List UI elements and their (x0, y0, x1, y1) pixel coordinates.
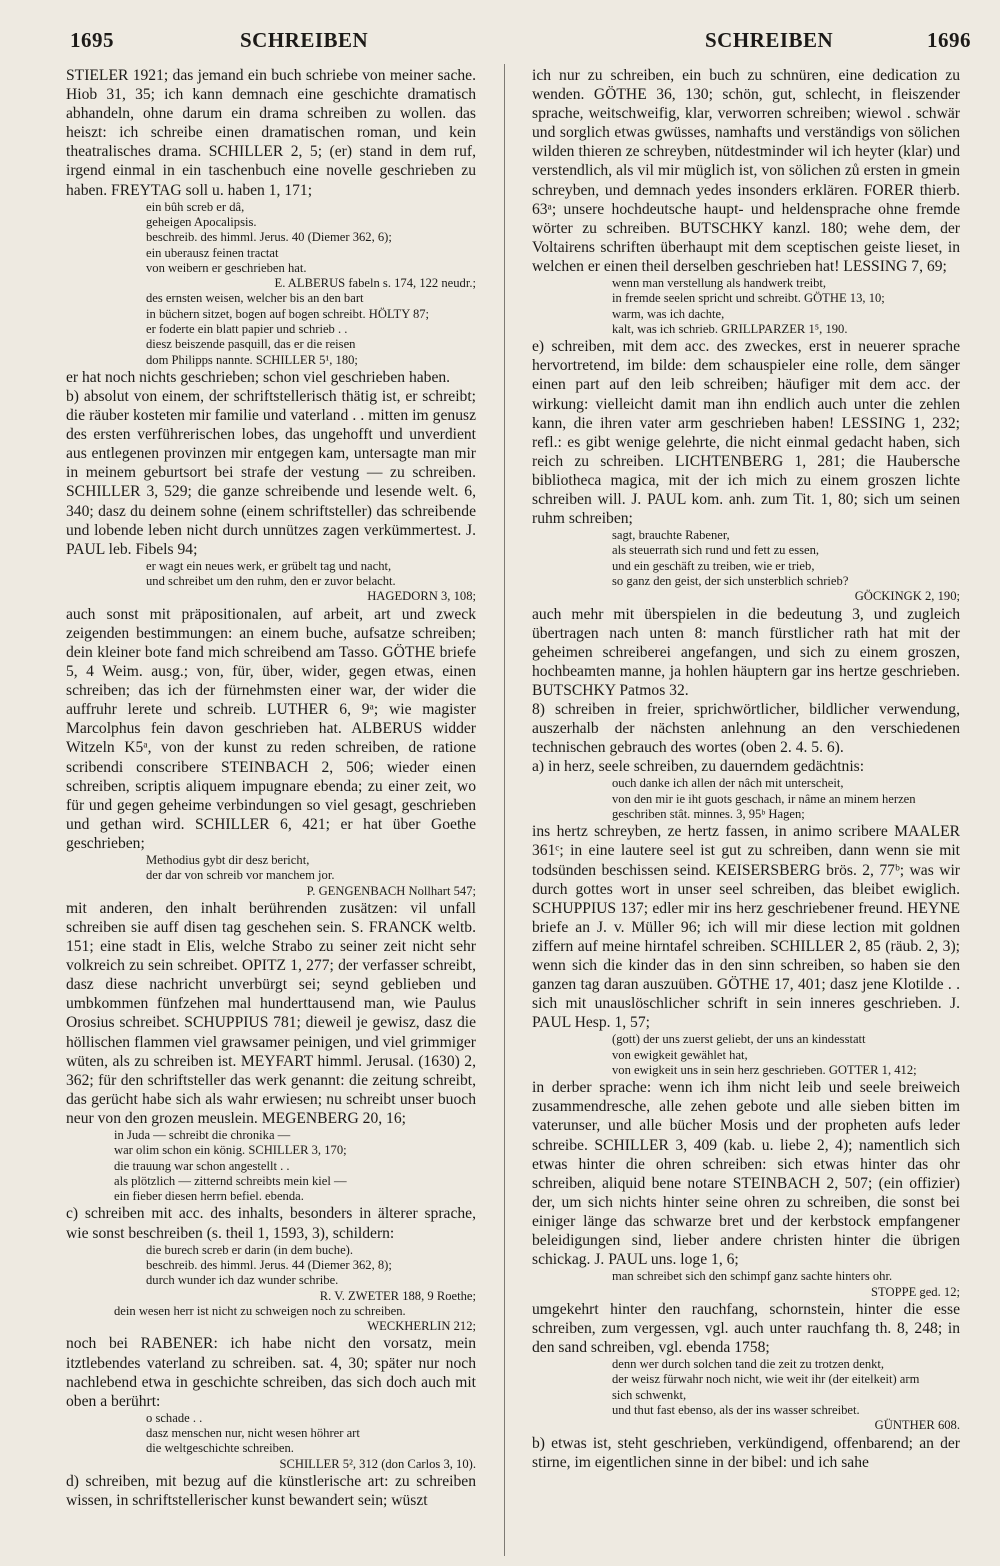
right-quotation-line: warm, was ich dachte, (612, 306, 725, 321)
left-quotation-line: dasz menschen nur, nicht wesen höhrer art (146, 1426, 360, 1441)
left-quotation-line: und schreibet um den ruhm, den er zuvor belacht. (146, 574, 396, 589)
right-paragraph: b) etwas ist, steht geschrieben, verkündigend, offenbarend; an der stirne, im eigentlichen sinne in der bibel: und ich sahe (532, 1434, 960, 1471)
right-quotation-line: sich schwenkt, (612, 1387, 687, 1402)
left-quotation-line: die burech screb er darin (in dem buche). (146, 1242, 354, 1257)
left-quotation-line: ein uberausz feinen tractat (146, 245, 279, 260)
left-quotation-line: dom Philipps nannte. SCHILLER 5¹, 180; (146, 352, 358, 367)
right-quotation-line: (gott) der uns zuerst geliebt, der uns an kindesstatt (612, 1032, 866, 1047)
right-paragraph: e) schreiben, mit dem acc. des zweckes, erst in neuerer sprache hervortretend, im bilde: dem schauspieler eine rolle, dem sänger einen part auf den leib schreiben; häufiger mit dem acc. der wirkung: vielleicht damit man ihn endlich auch unter die zehlen kann, die ihren vater arm geschrieben haben! LESSING 1, 232; refl.: es gibt wenige gelehrte, die nicht einmal gedacht haben, sich reich zu schreiben. LICHTENBERG 1, 281; die Haubersche bibliotheca magica, mit der ich mich zu einem groszen lichte schreiben will. J. PAUL kom. anh. zum Tit. 1, 80; sich um seinen ruhm schreiben; (532, 338, 960, 528)
left-quotation-line: ein fieber diesen herrn befiel. ebenda. (114, 1189, 304, 1204)
left-quotation-line: er wagt ein neues werk, er grübelt tag und nacht, (146, 558, 392, 573)
right-quotation-line: denn wer durch solchen tand die zeit zu trotzen denkt, (612, 1357, 885, 1372)
right-citation-source: GÜNTHER 608. (874, 1418, 960, 1433)
left-paragraph: mit anderen, den inhalt berührenden zusätzen: vil unfall schreiben sie auff disen tag geschehen sein. S. FRANCK weltb. 151; eine stadt in Elis, welche Strabo zu seiner zeit nicht sehr volkreich zu sein schreibet. OPITZ 1, 277; der verfasser schreibt, dasz diese nachricht unverbürgt sei; seynd geblieben und umbkommen fünfzehen mal hunderttausend man, wie Paulus Orosius schreibet. SCHUPPIUS 781; dieweil je gewisz, dasz die höllischen flammen viel grawsamer peinigen, und viel grimmiger wüten, als zu schreiben ist. MEYFART himml. Jerusal. (1630) 2, 362; für den schriftsteller das werk genannt: die zeitung schreibt, das gerücht habe sich als wahr erwiesen; nu schreibt unser buoch neur von den grozen meuslein. MEGENBERG 20, 16; (66, 899, 476, 1127)
left-citation-source: HAGEDORN 3, 108; (367, 589, 476, 604)
right-paragraph: a) in herz, seele schreiben, zu dauerndem gedächtnis: (532, 758, 865, 776)
right-quotation-line: kalt, was ich schrieb. GRILLPARZER 1⁵, 190. (612, 321, 848, 336)
left-paragraph: STIELER 1921; das jemand ein buch schriebe von meiner sache. Hiob 31, 35; ich kann demnach eine geschichte dramatisch abhandeln, ohne darum ein drama schreiben zu wollen. das heiszt: ich schreibe einen dramatischen roman, und kein theatralisches drama. SCHILLER 2, 5; (er) stand in dem ruf, irgend einmal in ein taschenbuch eine novelle geschrieben zu haben. FREYTAG soll u. haben 1, 171; (66, 67, 476, 199)
right-paragraph: umgekehrt hinter den rauchfang, schornstein, hinter die esse schreiben, zum vergessen, vgl. auch unter rauchfang th. 8, 248; in den sand schreiben, vgl. ebenda 1758; (532, 1300, 960, 1357)
right-quotation-line: geschriben stât. minnes. 3, 95ᵇ Hagen; (612, 807, 805, 822)
left-quotation-line: die trauung war schon angestellt . . (114, 1158, 290, 1173)
left-quotation-line: geheigen Apocalipsis. (146, 214, 257, 229)
right-citation-source: GÖCKINGK 2, 190; (854, 589, 960, 604)
left-paragraph: auch sonst mit präpositionalen, auf arbeit, art und zweck zeigenden bestimmungen: an einem buche, aufsatze schreiben; dein kleiner bote fand mich schreibend am Tasso. GÖTHE briefe 5, 4 Weim. ausg.; von, für, über, wider, gegen etwas, einen schreiben; das ich der fürnehmsten einer war, der wider die auffruhr lerete und schreib. LUTHER 6, 9ᵃ; wie magister Marcolphus fein davon geschrieben hat. ALBERUS widder Witzeln K5ᵃ, von der kunst zu reden schreiben, de ratione scribendi conscribere STEINBACH 2, 506; wieder einen schreiben, scriptis aliquem impugnare ebenda; zu einer zeit, wo für und gegen geheime verbindungen so viel gesagt, geschrieben und gethan wird. SCHILLER 6, 421; er hat über Goethe geschrieben; (66, 605, 476, 852)
right-quotation-line: ouch danke ich allen der nâch mit unterscheit, (612, 776, 844, 791)
right-quotation-line: und ein geschäft zu treiben, wie er trieb, (612, 558, 815, 573)
left-quotation-line: er foderte ein blatt papier und schrieb . . (146, 322, 348, 337)
left-paragraph: d) schreiben, mit bezug auf die künstlerische art: zu schreiben wissen, in schriftstellerischer kunst bewandert sein; wüszt (66, 1473, 476, 1510)
right-paragraph: auch mehr mit überspielen in die bedeutung 3, und zugleich übertragen nach unten 8: manch fürstlicher rath hat mit der geheimen schreiberei angefangen, und sich zu einem groszen, hochbeamten manne, ja hohlen häuptern gar ins hertze geschrieben. BUTSCHKY Patmos 32. (532, 605, 960, 700)
left-citation-source: SCHILLER 5², 312 (don Carlos 3, 10). (279, 1456, 476, 1471)
right-quotation-line: von ewigkeit gewählet hat, (612, 1047, 748, 1062)
running-title-right: SCHREIBEN (705, 28, 834, 52)
left-quotation-line: die weltgeschichte schreiben. (146, 1441, 294, 1456)
left-quotation-line: war olim schon ein könig. SCHILLER 3, 170; (114, 1143, 347, 1158)
left-quotation-line: von weibern er geschrieben hat. (146, 260, 307, 275)
left-paragraph: noch bei RABENER: ich habe nicht den vorsatz, mein itztlebendes vaterland zu schreiben. sat. 4, 30; später nur noch nachlebend etwa in geschichte schreiben, das sich doch auch mit oben a berührt: (66, 1335, 476, 1410)
right-quotation-line: man schreibet sich den schimpf ganz sachte hinters ohr. (612, 1269, 893, 1284)
left-paragraph: c) schreiben mit acc. des inhalts, besonders in älterer sprache, wie sonst beschreiben (s. theil 1, 1593, 3), schildern: (66, 1205, 476, 1242)
right-quotation-line: als steuerrath sich rund und fett zu essen, (612, 543, 820, 558)
left-quotation-line: Methodius gybt dir desz bericht, (146, 852, 310, 867)
left-citation-source: WECKHERLIN 212; (367, 1319, 476, 1334)
left-quotation-line: diesz beiszende pasquill, das er die reisen (146, 337, 356, 352)
right-paragraph: 8) schreiben in freier, sprichwörtlicher, bildlicher verwendung, auszerhalb der nächsten anlehnung an den verschiedenen technischen gebrauch des wortes (oben 2. 4. 5. 6). (532, 701, 960, 757)
left-quotation-line: durch wunder ich daz wunder schribe. (146, 1273, 339, 1288)
right-quotation-line: von den mir ie iht guots geschach, ir nâme an minem herzen (612, 791, 916, 806)
left-paragraph: b) absolut von einem, der schriftstellerisch thätig ist, er schreibt; die räuber kosteten mir familie und vaterland . . mitten im genusz des ersten verführerischen lobes, das ungehofft und unverdient aus entlegenen provinzen mir entgegen kam, untersagte man mir in meinem geburtsort bei strafe der vestung — zu schreiben. SCHILLER 3, 529; die ganze schreibende und lesende welt. 6, 340; dasz du deinem sohne (einem schriftsteller) das schreibende und lobende leben nicht durch unnützes zagen verkümmertest. J. PAUL leb. Fibels 94; (66, 388, 476, 558)
left-quotation-line: in büchern sitzet, bogen auf bogen schreibt. HÖLTY 87; (146, 306, 430, 321)
right-quotation-line: wenn man verstellung als handwerk treibt, (612, 276, 827, 291)
left-quotation-line: als plötzlich — zitternd schreibts mein kiel — (114, 1173, 347, 1188)
right-paragraph: ins hertz schreyben, ze hertz fassen, in animo scribere MAALER 361ᶜ; in eine lautere seel ist gut zu schreiben, dann wenn sie mit todsünden beschissen seind. KEISERSBERG brös. 2, 77ᵇ; was wir durch gottes wort in unser seel schreiben, das bleibet ewiglich. SCHUPPIUS 137; edler mir ins herz geschriebener freund. HEYNE briefe an J. v. Müller 96; ich will mir diese lection mit goldnen ziffern auf meine hirntafel schreiben. SCHILLER 2, 85 (räub. 2, 3); wenn sich die kinder das in den sinn schreiben, so haben sie den ganzen tag daran auszuüben. GÖTHE 17, 401; dasz jene Klotilde . . sich mit unauslöschlicher schrift in sein inneres geschrieben. J. PAUL Hesp. 1, 57; (532, 823, 960, 1032)
right-quotation-line: so ganz den geist, der sich unsterblich schrieb? (612, 574, 849, 589)
left-citation-source: R. V. ZWETER 188, 9 Roethe; (319, 1288, 476, 1303)
right-quotation-line: sagt, brauchte Rabener, (612, 528, 730, 543)
left-citation-source: E. ALBERUS fabeln s. 174, 122 neudr.; (274, 276, 476, 291)
running-title-left: SCHREIBEN (240, 28, 369, 52)
left-quotation-line: beschreib. des himml. Jerus. 40 (Diemer 362, 6); (146, 230, 392, 245)
right-paragraph: ich nur zu schreiben, ein buch zu schnüren, eine dedication zu wenden. GÖTHE 36, 130; schön, gut, schlecht, in fleiszender sprache, weitschweifig, klar, verworren schreiben; wiewol . schwär und sorglich etwas gwüsses, namhafts und verständigs von sölichen wilden thieren ze schreyben, nütdestminder wil ich heyter (klar) und verstendlich, als vil mir müglich ist, von sölichen zů ersten in gmein schreyben, und demnach yedes insonders erklären. FORER thierb. 63ᵃ; unsere hochdeutsche haupt- und heldensprache ohne fremde wörter zu schreiben. BUTSCHKY kanzl. 180; wehe dem, der Voltairens schriften überhaupt mit dem sceptischen geiste lieset, in welchen er einen theil derselben geschrieben hat! LESSING 7, 69; (532, 67, 960, 275)
right-quotation-line: und thut fast ebenso, als der ins wasser schreibet. (612, 1403, 860, 1417)
page-number-right: 1696 (927, 28, 971, 52)
left-quotation-line: dein wesen herr ist nicht zu schweigen noch zu schreiben. (114, 1303, 406, 1318)
page-number-left: 1695 (70, 28, 114, 52)
left-quotation-line: ein bûh screb er dâ, (146, 199, 245, 214)
left-quotation-line: o schade . . (146, 1410, 203, 1425)
right-quotation-line: in fremde seelen spricht und schreibt. GÖTHE 13, 10; (612, 291, 885, 306)
left-column (66, 66, 476, 1556)
left-paragraph: er hat noch nichts geschrieben; schon viel geschrieben haben. (66, 368, 451, 386)
right-citation-source: STOPPE ged. 12; (871, 1284, 960, 1299)
right-paragraph: in derber sprache: wenn ich ihm nicht leib und seele breiweich zusammendresche, alle zehen gebote und alle sieben bitten im vaterunser, und alle bücher Mosis und der propheten aufs leder schreibe. SCHILLER 3, 409 (kab. u. liebe 2, 4); namentlich sich etwas hinter die ohren schreiben: sich etwas hinter das ohr schreiben, aliquid bene notare STEINBACH 2, 507; (ein offizier) der, um sich nichts hinter seine ohren zu schreiben, die sonst bei einiger länge das schwarze bret und der kerbstock empfangener beleidigungen sind, lieber andere christen hinter die übrigen schickag. J. PAUL uns. loge 1, 6; (532, 1079, 960, 1269)
left-quotation-line: der dar von schreib vor manchem jor. (146, 868, 335, 883)
right-column (532, 66, 960, 1556)
left-citation-source: P. GENGENBACH Nollhart 547; (306, 883, 476, 898)
left-quotation-line: des ernsten weisen, welcher bis an den bart (146, 291, 364, 306)
column-divider (504, 64, 505, 1556)
left-quotation-line: in Juda — schreibt die chronika — (114, 1127, 291, 1142)
left-quotation-line: beschreib. des himml. Jerus. 44 (Diemer 362, 8); (146, 1257, 392, 1272)
right-quotation-line: von ewigkeit uns in sein herz geschrieben. GOTTER 1, 412; (612, 1063, 917, 1077)
right-quotation-line: der weisz fürwahr noch nicht, wie weit ihr (der eitelkeit) arm (612, 1372, 920, 1387)
